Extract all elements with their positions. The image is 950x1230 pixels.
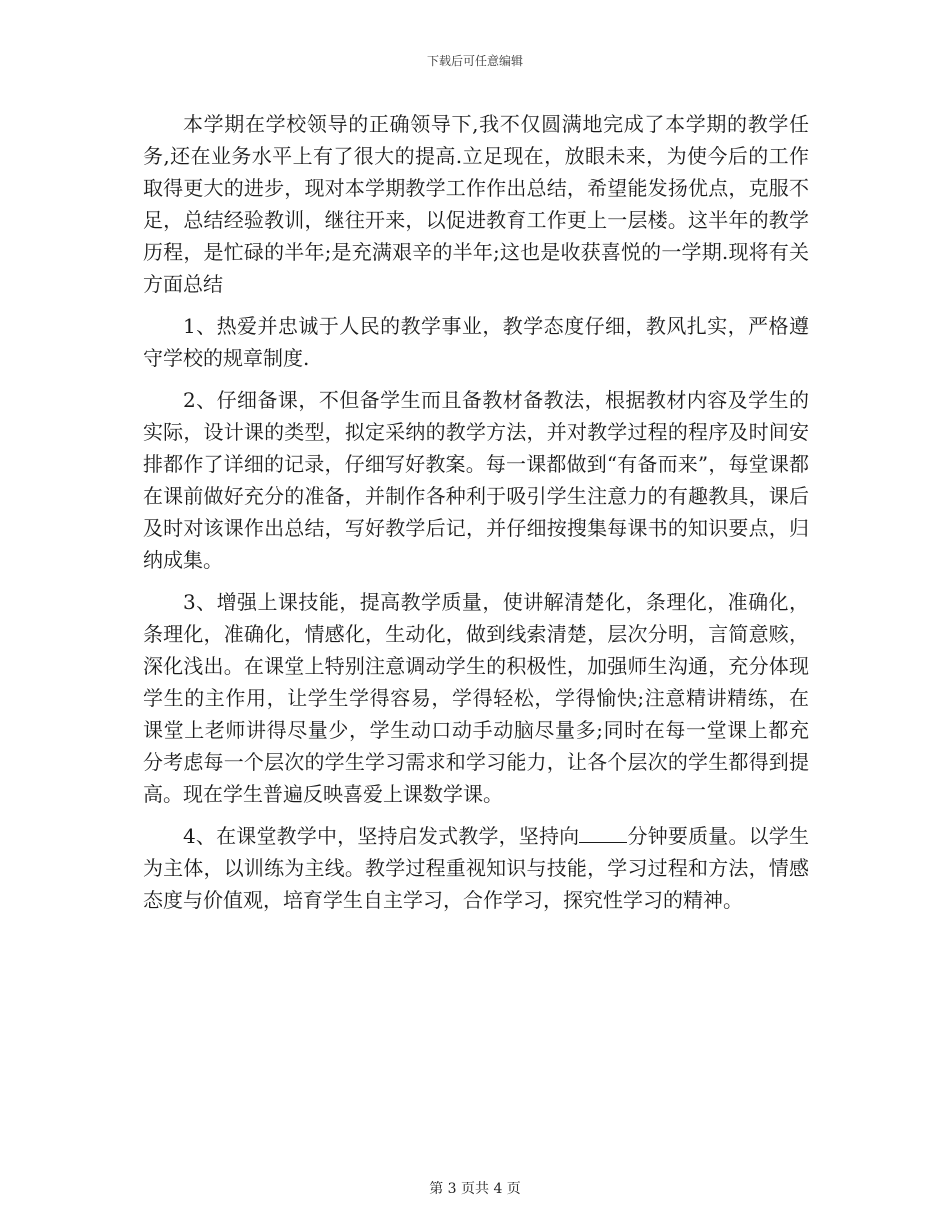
- paragraph-intro: 本学期在学校领导的正确领导下,我不仅圆满地完成了本学期的教学任务,还在业务水平上有了很大的提高.立足现在，放眼未来，为使今后的工作取得更大的进步，现对本学期教学工作作出总结，希望能发扬优点，克服不足，总结经验教训，继往开来，以促进教育工作更上一层楼。这半年的教学历程，是忙碌的半年;是充满艰辛的半年;这也是收获喜悦的一学期.现将有关方面总结: [143, 112, 809, 296]
- page-header: 下载后可任意编辑: [426, 54, 523, 68]
- document-body: [143, 108, 809, 926]
- paragraph-4-after: 分钟要质量。以学生为主体，以训练为主线。教学过程重视知识与技能，学习过程和方法，情感态度与价值观，培育学生自主学习，合作学习，探究性学习的精神。: [143, 824, 809, 912]
- paragraph-3: 3、增强上课技能，提高教学质量，使讲解清楚化，条理化，准确化，条理化，准确化，情感化，生动化，做到线索清楚，层次分明，言简意赅，深化浅出。在课堂上特别注意调动学生的积极性，加强师生沟通，充分体现学生的主作用，让学生学得容易，学得轻松，学得愉快;注意精讲精练，在课堂上老师讲得尽量少，学生动口动手动脑尽量多;同时在每一堂课上都充分考虑每一个层次的学生学习需求和学习能力，让各个层次的学生都得到提高。现在学生普遍反映喜爱上课数学课。: [143, 590, 809, 806]
- fill-in-blank: [579, 824, 627, 843]
- paragraph-4-before: 4、在课堂教学中，坚持启发式教学，坚持向: [183, 824, 580, 848]
- paragraph-4: [143, 820, 809, 916]
- paragraph-1: 1、热爱并忠诚于人民的教学事业，教学态度仔细，教风扎实，严格遵守学校的规章制度.: [143, 314, 809, 370]
- page-number: 第 3 页共 4 页: [429, 1181, 521, 1197]
- paragraph-2: 2、仔细备课，不但备学生而且备教材备教法，根据教材内容及学生的实际，设计课的类型，拟定采纳的教学方法，并对教学过程的程序及时间安排都作了详细的记录，仔细写好教案。每一课都做到“有备而来”，每堂课都在课前做好充分的准备，并制作各种利于吸引学生注意力的有趣教具，课后及时对该课作出总结，写好教学后记，并仔细按搜集每课书的知识要点，归纳成集。: [143, 388, 809, 572]
